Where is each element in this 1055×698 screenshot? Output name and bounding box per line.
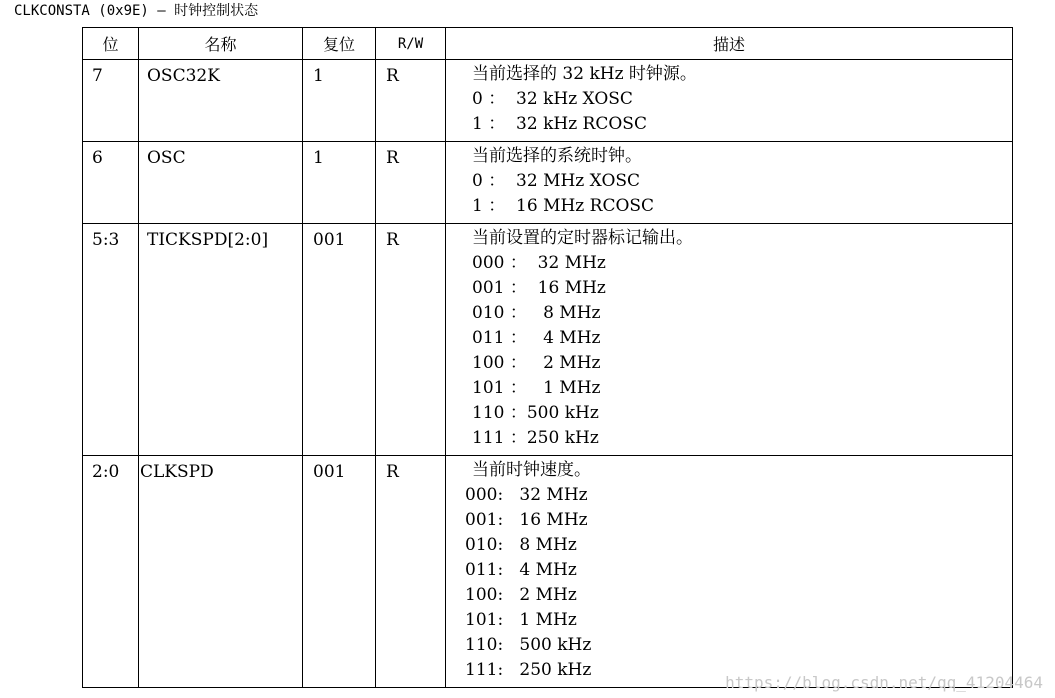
cell-rw: R [376, 142, 446, 224]
desc-line: 011 ： 4 MHz [472, 328, 601, 348]
register-table [82, 27, 1013, 688]
desc-line: 010: 8 MHz [465, 535, 577, 555]
desc-line: 011: 4 MHz [465, 560, 577, 580]
desc-line: 当前选择的系统时钟。 [472, 146, 642, 166]
desc-line: 000 ： 32 MHz [472, 253, 606, 273]
desc-line: 111: 250 kHz [465, 660, 592, 680]
header-name: 名称 [139, 28, 303, 60]
desc-line: 1 ： 16 MHz RCOSC [472, 196, 655, 216]
header-row [83, 28, 1013, 60]
cell-bit: 2:0 [83, 456, 139, 688]
cell-desc [446, 60, 1013, 142]
desc-line: 110 ：500 kHz [472, 403, 599, 423]
cell-name: TICKSPD[2:0] [139, 224, 303, 456]
header-rw: R/W [376, 28, 446, 60]
desc-line: 0 ： 32 MHz XOSC [472, 171, 641, 191]
header-bit: 位 [83, 28, 139, 60]
cell-reset: 001 [303, 456, 376, 688]
desc-line: 111 ：250 kHz [472, 428, 599, 448]
table-row [83, 60, 1013, 142]
table-row [83, 456, 1013, 688]
desc-line: 001 ： 16 MHz [472, 278, 606, 298]
table-row [83, 142, 1013, 224]
desc-line: 001: 16 MHz [465, 510, 588, 530]
desc-line: 当前选择的 32 kHz 时钟源。 [472, 64, 697, 84]
desc-line: 101 ： 1 MHz [472, 378, 601, 398]
table-row [83, 224, 1013, 456]
desc-line: 0 ： 32 kHz XOSC [472, 89, 633, 109]
desc-line: 110: 500 kHz [465, 635, 592, 655]
register-title: CLKCONSTA (0x9E) – 时钟控制状态 [14, 3, 259, 19]
cell-rw: R [376, 60, 446, 142]
cell-rw: R [376, 456, 446, 688]
cell-desc [446, 142, 1013, 224]
desc-line: 当前时钟速度。 [472, 460, 591, 480]
header-desc: 描述 [446, 28, 1013, 60]
cell-bit: 6 [83, 142, 139, 224]
desc-line: 100 ： 2 MHz [472, 353, 601, 373]
cell-name: OSC [139, 142, 303, 224]
desc-line: 000: 32 MHz [465, 485, 588, 505]
cell-name: OSC32K [139, 60, 303, 142]
cell-desc [446, 224, 1013, 456]
desc-line: 1 ： 32 kHz RCOSC [472, 114, 647, 134]
cell-reset: 1 [303, 142, 376, 224]
cell-rw: R [376, 224, 446, 456]
cell-reset: 001 [303, 224, 376, 456]
cell-reset: 1 [303, 60, 376, 142]
cell-name: CLKSPD [139, 456, 303, 688]
desc-line: 010 ： 8 MHz [472, 303, 601, 323]
watermark: https://blog.csdn.net/qq_41204464 [725, 673, 1043, 692]
cell-bit: 7 [83, 60, 139, 142]
cell-bit: 5:3 [83, 224, 139, 456]
desc-line: 当前设置的定时器标记输出。 [472, 228, 693, 248]
header-reset: 复位 [303, 28, 376, 60]
cell-desc [446, 456, 1013, 688]
desc-line: 101: 1 MHz [465, 610, 577, 630]
desc-line: 100: 2 MHz [465, 585, 577, 605]
